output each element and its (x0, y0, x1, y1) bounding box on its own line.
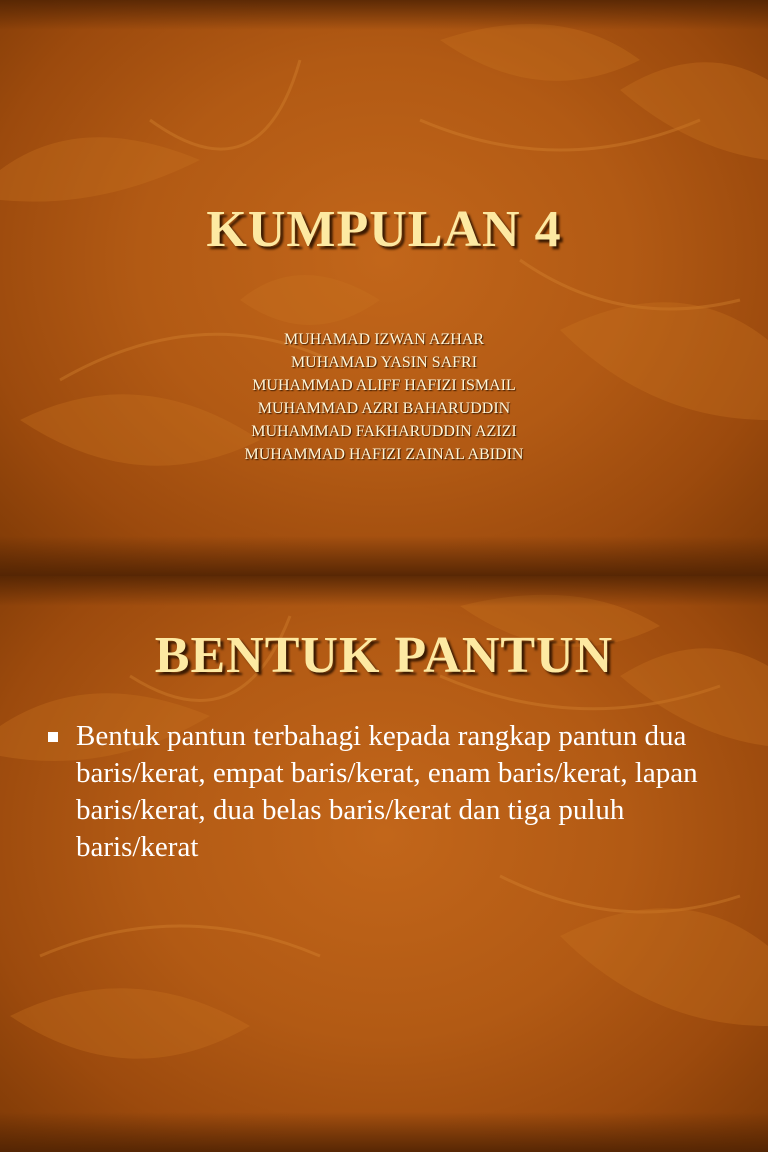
bullet-item (48, 718, 708, 866)
square-bullet-icon (48, 732, 58, 742)
bullet-list (48, 718, 708, 866)
member-name: MUHAMMAD FAKHARUDDIN AZIZI (251, 423, 517, 440)
member-name: MUHAMMAD ALIFF HAFIZI ISMAIL (252, 377, 516, 394)
member-name: MUHAMMAD HAFIZI ZAINAL ABIDIN (244, 446, 524, 463)
member-name: MUHAMMAD AZRI BAHARUDDIN (257, 400, 511, 417)
slide-content-heading: BENTUK PANTUN (154, 627, 614, 684)
slide-content (0, 576, 768, 1152)
bullet-text: Bentuk pantun terbahagi kepada rangkap pantun dua baris/kerat, empat baris/kerat, enam baris/kerat, lapan baris/kerat, dua belas baris/kerat dan tiga puluh baris/kerat (76, 720, 698, 863)
slide-title-heading: KUMPULAN 4 (206, 201, 562, 258)
member-name: MUHAMAD IZWAN AZHAR (284, 331, 484, 348)
member-name: MUHAMAD YASIN SAFRI (290, 354, 478, 371)
member-list (0, 328, 768, 466)
